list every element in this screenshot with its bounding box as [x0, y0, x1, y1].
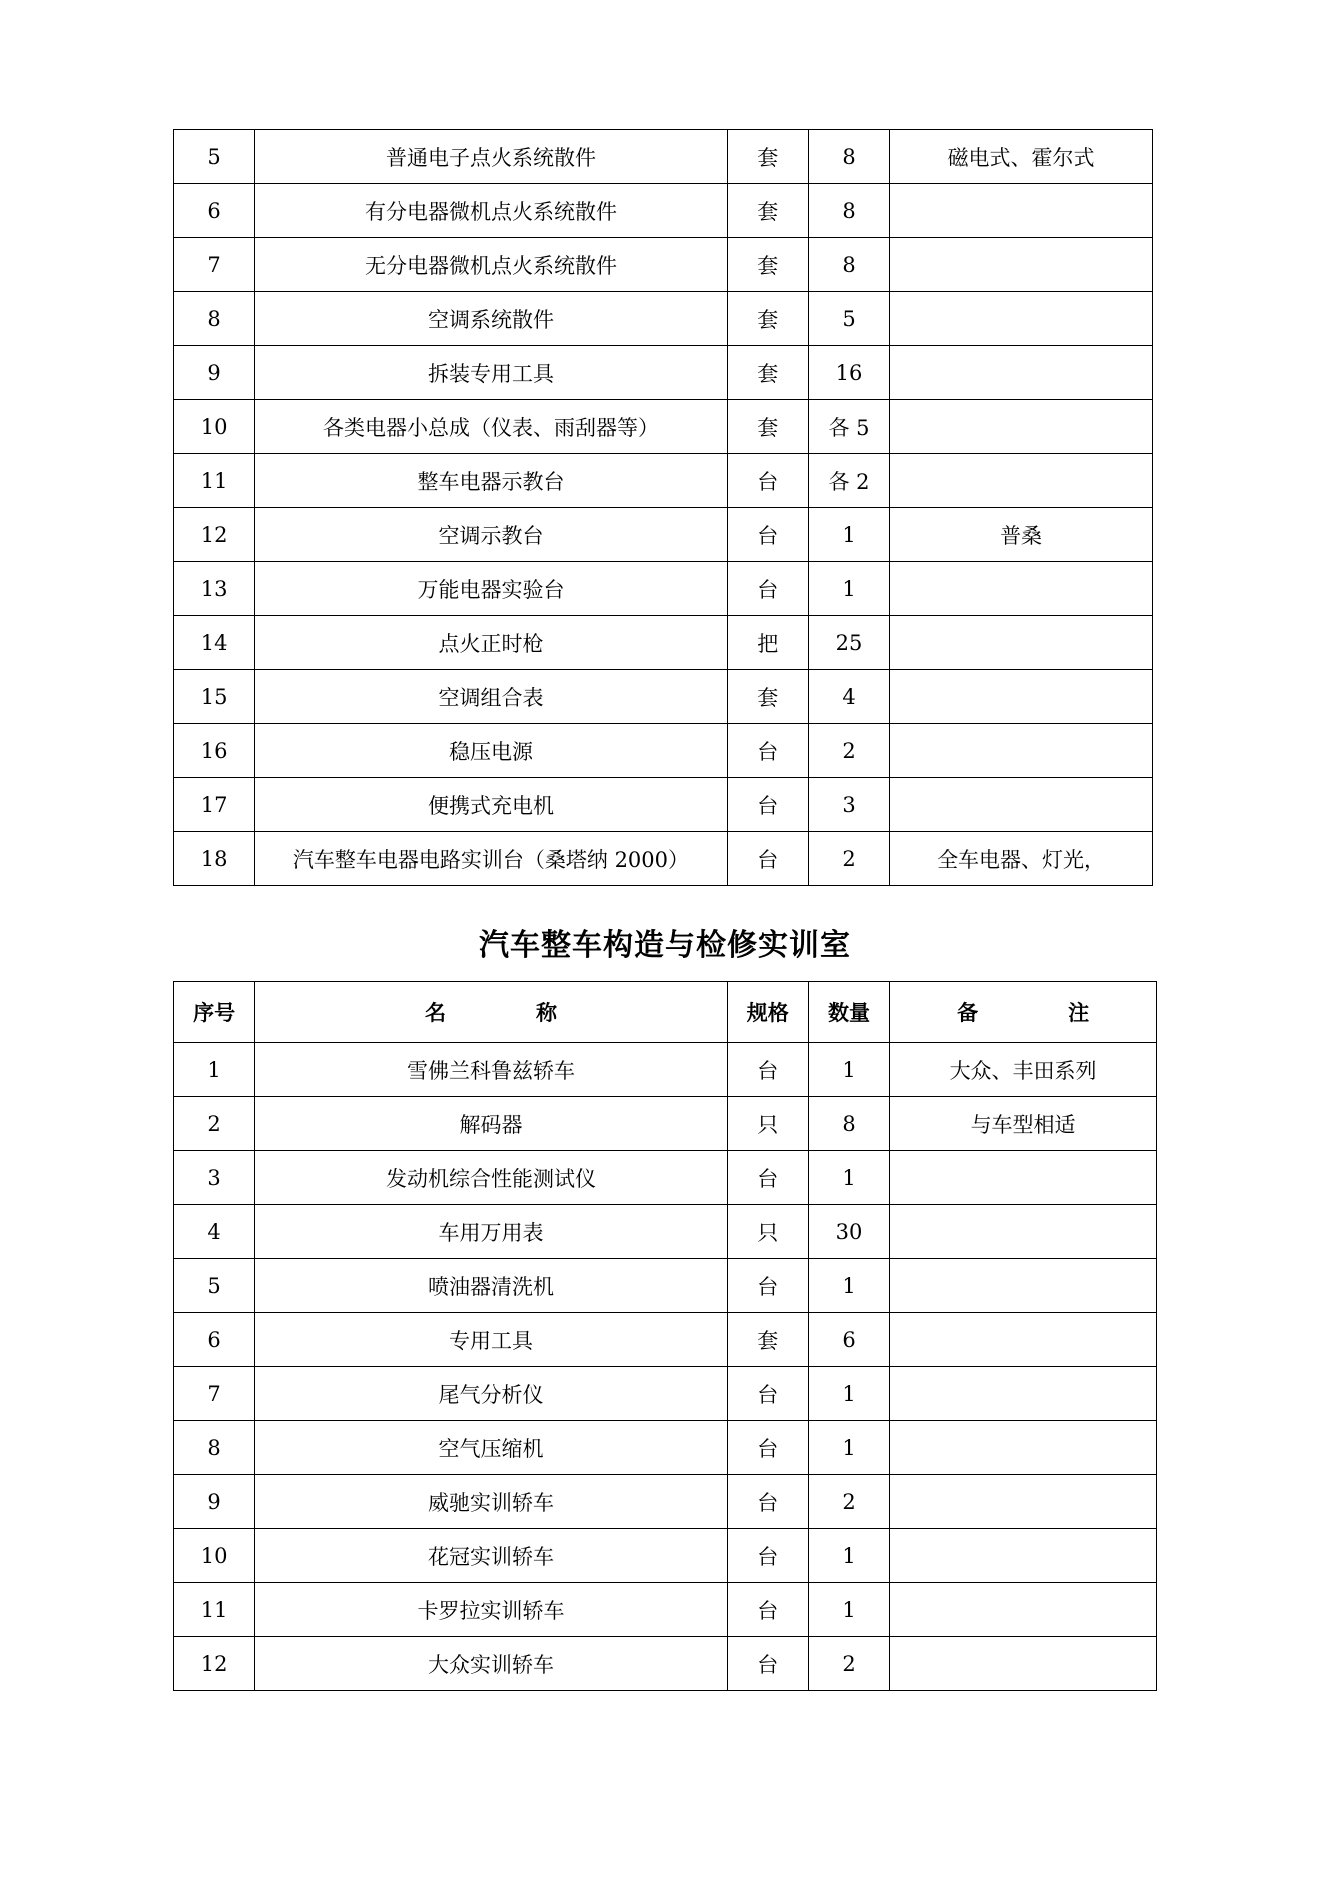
table-row — [174, 1421, 1157, 1475]
cell-qty: 1 — [808, 1421, 889, 1475]
table-row — [174, 1097, 1157, 1151]
cell-no: 4 — [174, 1205, 255, 1259]
cell-no: 11 — [174, 1583, 255, 1637]
cell-qty: 2 — [808, 1475, 889, 1529]
header-row — [174, 982, 1157, 1043]
cell-qty: 8 — [808, 1097, 889, 1151]
cell-note — [890, 1259, 1157, 1313]
table-row — [174, 184, 1153, 238]
cell-unit: 台 — [727, 1637, 808, 1691]
cell-unit: 套 — [727, 400, 808, 454]
cell-unit: 台 — [727, 1367, 808, 1421]
section-title: 汽车整车构造与检修实训室 — [479, 928, 851, 963]
cell-name: 空调系统散件 — [255, 292, 727, 346]
cell-note — [890, 616, 1153, 670]
cell-note — [890, 670, 1153, 724]
table-row — [174, 778, 1153, 832]
cell-no: 3 — [174, 1151, 255, 1205]
cell-name: 空气压缩机 — [255, 1421, 727, 1475]
table-row — [174, 454, 1153, 508]
cell-no: 6 — [174, 1313, 255, 1367]
cell-note — [890, 1583, 1157, 1637]
header-name-part-1: 名 — [424, 1001, 446, 1025]
cell-name: 解码器 — [255, 1097, 727, 1151]
cell-note — [890, 184, 1153, 238]
cell-name: 各类电器小总成（仪表、雨刮器等） — [255, 400, 727, 454]
cell-name: 无分电器微机点火系统散件 — [255, 238, 727, 292]
cell-unit: 套 — [727, 1313, 808, 1367]
table-header — [174, 982, 1157, 1043]
cell-unit: 套 — [727, 184, 808, 238]
equipment-table-continued-body — [174, 130, 1153, 886]
cell-note: 普桑 — [890, 508, 1153, 562]
table-row — [174, 1043, 1157, 1097]
cell-name: 喷油器清洗机 — [255, 1259, 727, 1313]
cell-no: 14 — [174, 616, 255, 670]
cell-note — [890, 1637, 1157, 1691]
header-unit: 规格 — [727, 982, 808, 1043]
table-row — [174, 1151, 1157, 1205]
header-note-part-2: 注 — [1068, 1001, 1090, 1025]
table-row — [174, 1313, 1157, 1367]
cell-note — [890, 1367, 1157, 1421]
cell-no: 12 — [174, 1637, 255, 1691]
cell-name: 便携式充电机 — [255, 778, 727, 832]
cell-unit: 套 — [727, 670, 808, 724]
cell-qty: 各 2 — [808, 454, 889, 508]
table-row — [174, 832, 1153, 886]
cell-qty: 1 — [808, 508, 889, 562]
cell-note — [890, 1529, 1157, 1583]
cell-note: 全车电器、灯光， — [890, 832, 1153, 886]
cell-qty: 1 — [808, 562, 889, 616]
table-row — [174, 1475, 1157, 1529]
cell-no: 10 — [174, 1529, 255, 1583]
cell-note: 与车型相适 — [890, 1097, 1157, 1151]
header-name — [255, 982, 727, 1043]
cell-qty: 各 5 — [808, 400, 889, 454]
cell-unit: 台 — [727, 1475, 808, 1529]
cell-name: 车用万用表 — [255, 1205, 727, 1259]
cell-qty: 1 — [808, 1529, 889, 1583]
table-row — [174, 1205, 1157, 1259]
cell-unit: 台 — [727, 1421, 808, 1475]
cell-unit: 台 — [727, 454, 808, 508]
header-name-part-2: 称 — [535, 1001, 557, 1025]
cell-unit: 套 — [727, 238, 808, 292]
table-row — [174, 292, 1153, 346]
table-row — [174, 562, 1153, 616]
cell-name: 尾气分析仪 — [255, 1367, 727, 1421]
cell-no: 6 — [174, 184, 255, 238]
cell-no: 9 — [174, 1475, 255, 1529]
table-row — [174, 1367, 1157, 1421]
cell-qty: 2 — [808, 724, 889, 778]
table-row — [174, 400, 1153, 454]
cell-note — [890, 1421, 1157, 1475]
cell-no: 7 — [174, 1367, 255, 1421]
cell-name: 专用工具 — [255, 1313, 727, 1367]
header-note-part-1: 备 — [957, 1001, 979, 1025]
table-row — [174, 1529, 1157, 1583]
cell-unit: 台 — [727, 508, 808, 562]
cell-no: 5 — [174, 130, 255, 184]
table-row — [174, 130, 1153, 184]
cell-unit: 套 — [727, 130, 808, 184]
cell-unit: 台 — [727, 1529, 808, 1583]
cell-no: 9 — [174, 346, 255, 400]
cell-name: 雪佛兰科鲁兹轿车 — [255, 1043, 727, 1097]
cell-no: 11 — [174, 454, 255, 508]
cell-name: 大众实训轿车 — [255, 1637, 727, 1691]
cell-qty: 1 — [808, 1259, 889, 1313]
cell-unit: 只 — [727, 1205, 808, 1259]
cell-unit: 台 — [727, 562, 808, 616]
cell-no: 17 — [174, 778, 255, 832]
cell-name: 花冠实训轿车 — [255, 1529, 727, 1583]
table-row — [174, 346, 1153, 400]
cell-no: 8 — [174, 292, 255, 346]
cell-note — [890, 562, 1153, 616]
cell-qty: 4 — [808, 670, 889, 724]
cell-name: 威驰实训轿车 — [255, 1475, 727, 1529]
cell-note — [890, 1205, 1157, 1259]
cell-name: 稳压电源 — [255, 724, 727, 778]
cell-name: 有分电器微机点火系统散件 — [255, 184, 727, 238]
cell-name: 汽车整车电器电路实训台（桑塔纳 2000） — [255, 832, 727, 886]
cell-unit: 台 — [727, 1151, 808, 1205]
cell-unit: 套 — [727, 346, 808, 400]
cell-name: 空调示教台 — [255, 508, 727, 562]
cell-qty: 8 — [808, 184, 889, 238]
cell-no: 12 — [174, 508, 255, 562]
vehicle-training-room-table — [173, 981, 1157, 1691]
cell-qty: 1 — [808, 1151, 889, 1205]
equipment-table-continued — [173, 129, 1153, 886]
table-row — [174, 1583, 1157, 1637]
table-row — [174, 616, 1153, 670]
cell-no: 2 — [174, 1097, 255, 1151]
cell-qty: 5 — [808, 292, 889, 346]
cell-qty: 8 — [808, 130, 889, 184]
cell-unit: 台 — [727, 724, 808, 778]
cell-note — [890, 292, 1153, 346]
table-row — [174, 724, 1153, 778]
table-row — [174, 1259, 1157, 1313]
cell-qty: 16 — [808, 346, 889, 400]
cell-qty: 2 — [808, 832, 889, 886]
cell-no: 18 — [174, 832, 255, 886]
header-qty: 数量 — [808, 982, 889, 1043]
cell-note — [890, 724, 1153, 778]
table-row — [174, 508, 1153, 562]
cell-no: 7 — [174, 238, 255, 292]
cell-name: 发动机综合性能测试仪 — [255, 1151, 727, 1205]
cell-no: 8 — [174, 1421, 255, 1475]
cell-note — [890, 1313, 1157, 1367]
cell-unit: 台 — [727, 1259, 808, 1313]
cell-name: 空调组合表 — [255, 670, 727, 724]
cell-no: 15 — [174, 670, 255, 724]
cell-note — [890, 400, 1153, 454]
cell-qty: 6 — [808, 1313, 889, 1367]
cell-note: 大众、丰田系列 — [890, 1043, 1157, 1097]
cell-no: 1 — [174, 1043, 255, 1097]
cell-no: 10 — [174, 400, 255, 454]
cell-name: 拆装专用工具 — [255, 346, 727, 400]
cell-note — [890, 778, 1153, 832]
cell-name: 卡罗拉实训轿车 — [255, 1583, 727, 1637]
cell-qty: 25 — [808, 616, 889, 670]
cell-unit: 套 — [727, 292, 808, 346]
cell-note — [890, 346, 1153, 400]
cell-unit: 只 — [727, 1097, 808, 1151]
header-note — [890, 982, 1157, 1043]
cell-no: 5 — [174, 1259, 255, 1313]
cell-name: 万能电器实验台 — [255, 562, 727, 616]
cell-name: 整车电器示教台 — [255, 454, 727, 508]
cell-name: 点火正时枪 — [255, 616, 727, 670]
cell-note — [890, 1151, 1157, 1205]
cell-unit: 台 — [727, 1583, 808, 1637]
vehicle-training-room-table-body — [174, 1043, 1157, 1691]
cell-unit: 台 — [727, 832, 808, 886]
cell-qty: 1 — [808, 1367, 889, 1421]
cell-unit: 把 — [727, 616, 808, 670]
cell-qty: 3 — [808, 778, 889, 832]
cell-name: 普通电子点火系统散件 — [255, 130, 727, 184]
table-row — [174, 670, 1153, 724]
cell-no: 16 — [174, 724, 255, 778]
cell-qty: 2 — [808, 1637, 889, 1691]
table-row — [174, 1637, 1157, 1691]
cell-note — [890, 238, 1153, 292]
cell-note — [890, 454, 1153, 508]
cell-no: 13 — [174, 562, 255, 616]
cell-unit: 台 — [727, 1043, 808, 1097]
table-row — [174, 238, 1153, 292]
cell-note: 磁电式、霍尔式 — [890, 130, 1153, 184]
cell-unit: 台 — [727, 778, 808, 832]
cell-qty: 30 — [808, 1205, 889, 1259]
header-no: 序号 — [174, 982, 255, 1043]
cell-qty: 1 — [808, 1583, 889, 1637]
cell-qty: 8 — [808, 238, 889, 292]
cell-note — [890, 1475, 1157, 1529]
cell-qty: 1 — [808, 1043, 889, 1097]
